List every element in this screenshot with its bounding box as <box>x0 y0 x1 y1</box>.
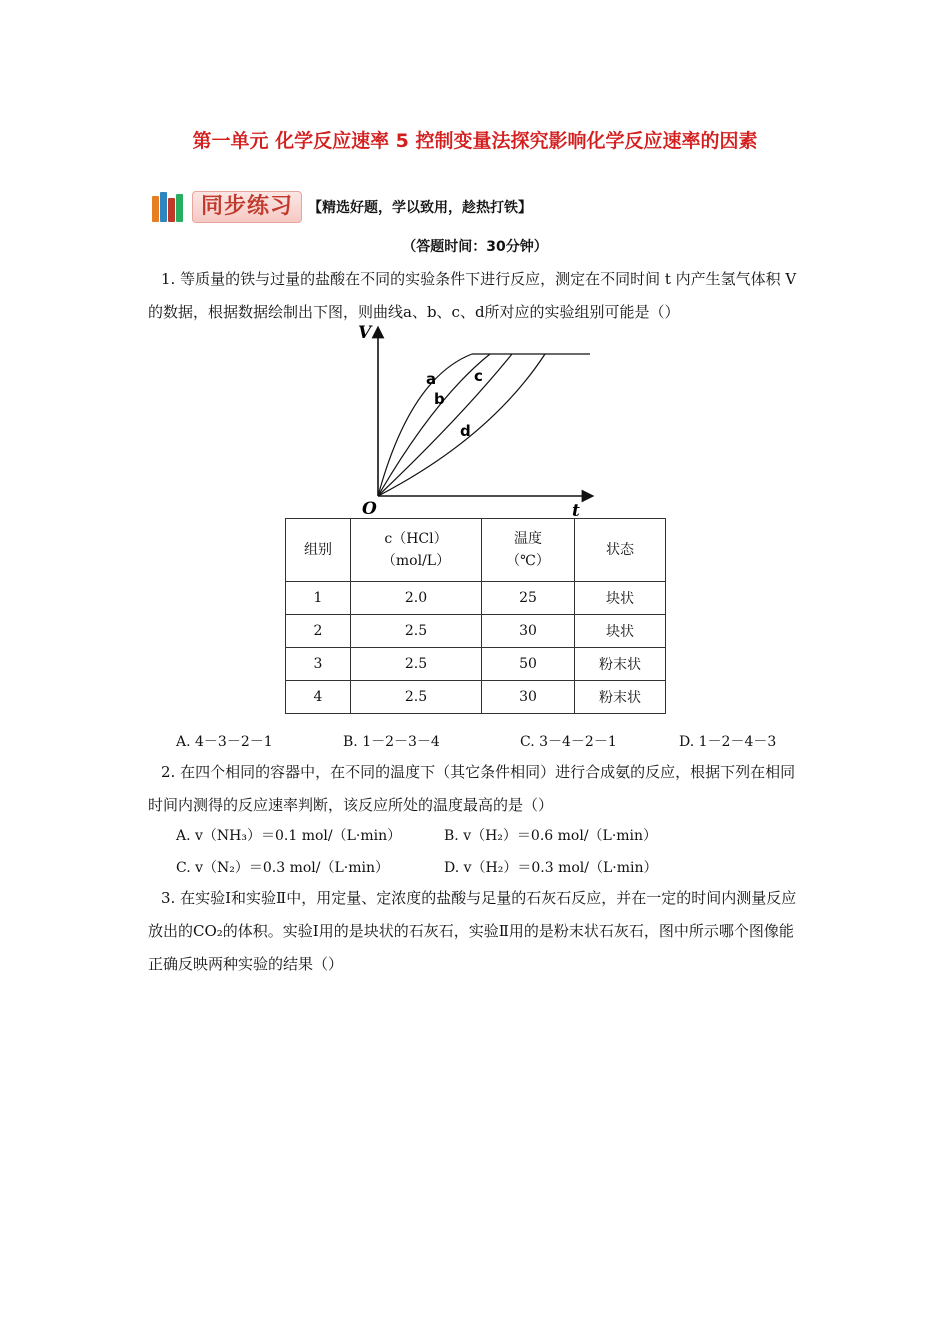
header-state: 状态 <box>575 519 666 582</box>
curve-label-a: a <box>426 370 437 388</box>
question-2-text: 2. 在四个相同的容器中，在不同的温度下（其它条件相同）进行合成氨的反应，根据下列在相同时间内测得的反应速率判断，该反应所处的温度最高的是（） <box>148 763 796 814</box>
table-row: 1 2.0 25 块状 <box>286 582 666 615</box>
q1-option-b[interactable]: B. 1－2－3－4 <box>343 734 440 750</box>
origin-label: O <box>362 499 377 518</box>
table-row: 4 2.5 30 粉末状 <box>286 681 666 714</box>
header-group: 组别 <box>286 519 351 582</box>
y-axis-label: V <box>358 323 372 343</box>
volume-time-chart <box>340 318 600 518</box>
x-axis-label: t <box>572 501 580 518</box>
q2-option-c[interactable]: C. v（N₂）＝0.3 mol/（L·min） <box>176 860 390 876</box>
question-3-text: 3. 在实验Ⅰ和实验Ⅱ中，用定量、定浓度的盐酸与足量的石灰石反应，并在一定的时间内测量反应放出的CO₂的体积。实验Ⅰ用的是块状的石灰石，实验Ⅱ用的是粉末状石灰石，图中所示哪个图像能正确反映两种实验的结果（） <box>148 889 797 973</box>
header-temperature: 温度 （℃） <box>482 519 575 582</box>
experiment-table <box>285 518 666 714</box>
time-note: （答题时间：30分钟） <box>402 239 548 255</box>
header-concentration: c（HCl） （mol/L） <box>351 519 482 582</box>
question-1-text: 1. 等质量的铁与过量的盐酸在不同的实验条件下进行反应，测定在不同时间 t 内产生氢气体积 V 的数据，根据数据绘制出下图，则曲线a、b、c、d所对应的实验组别可能是（） <box>148 270 797 321</box>
q2-option-a[interactable]: A. v（NH₃）＝0.1 mol/（L·min） <box>176 828 402 844</box>
curve-c <box>378 354 512 496</box>
curve-label-d: d <box>460 422 471 440</box>
q1-option-a[interactable]: A. 4－3－2－1 <box>176 734 273 750</box>
books-icon <box>152 192 188 222</box>
curve-label-b: b <box>434 390 445 408</box>
banner-note: 【精选好题，学以致用，趁热打铁】 <box>308 200 533 216</box>
page-title: 第一单元 化学反应速率 5 控制变量法探究影响化学反应速率的因素 <box>192 130 758 152</box>
q1-option-c[interactable]: C. 3－4－2－1 <box>520 734 617 750</box>
section-banner <box>152 190 532 224</box>
table-row: 3 2.5 50 粉末状 <box>286 648 666 681</box>
q2-option-b[interactable]: B. v（H₂）＝0.6 mol/（L·min） <box>444 828 658 844</box>
q2-option-d[interactable]: D. v（H₂）＝0.3 mol/（L·min） <box>444 860 658 876</box>
curve-label-c: c <box>474 367 483 385</box>
banner-label: 同步练习 <box>192 191 302 223</box>
curve-a <box>378 354 472 496</box>
table-row: 2 2.5 30 块状 <box>286 615 666 648</box>
q1-option-d[interactable]: D. 1－2－4－3 <box>679 734 777 750</box>
